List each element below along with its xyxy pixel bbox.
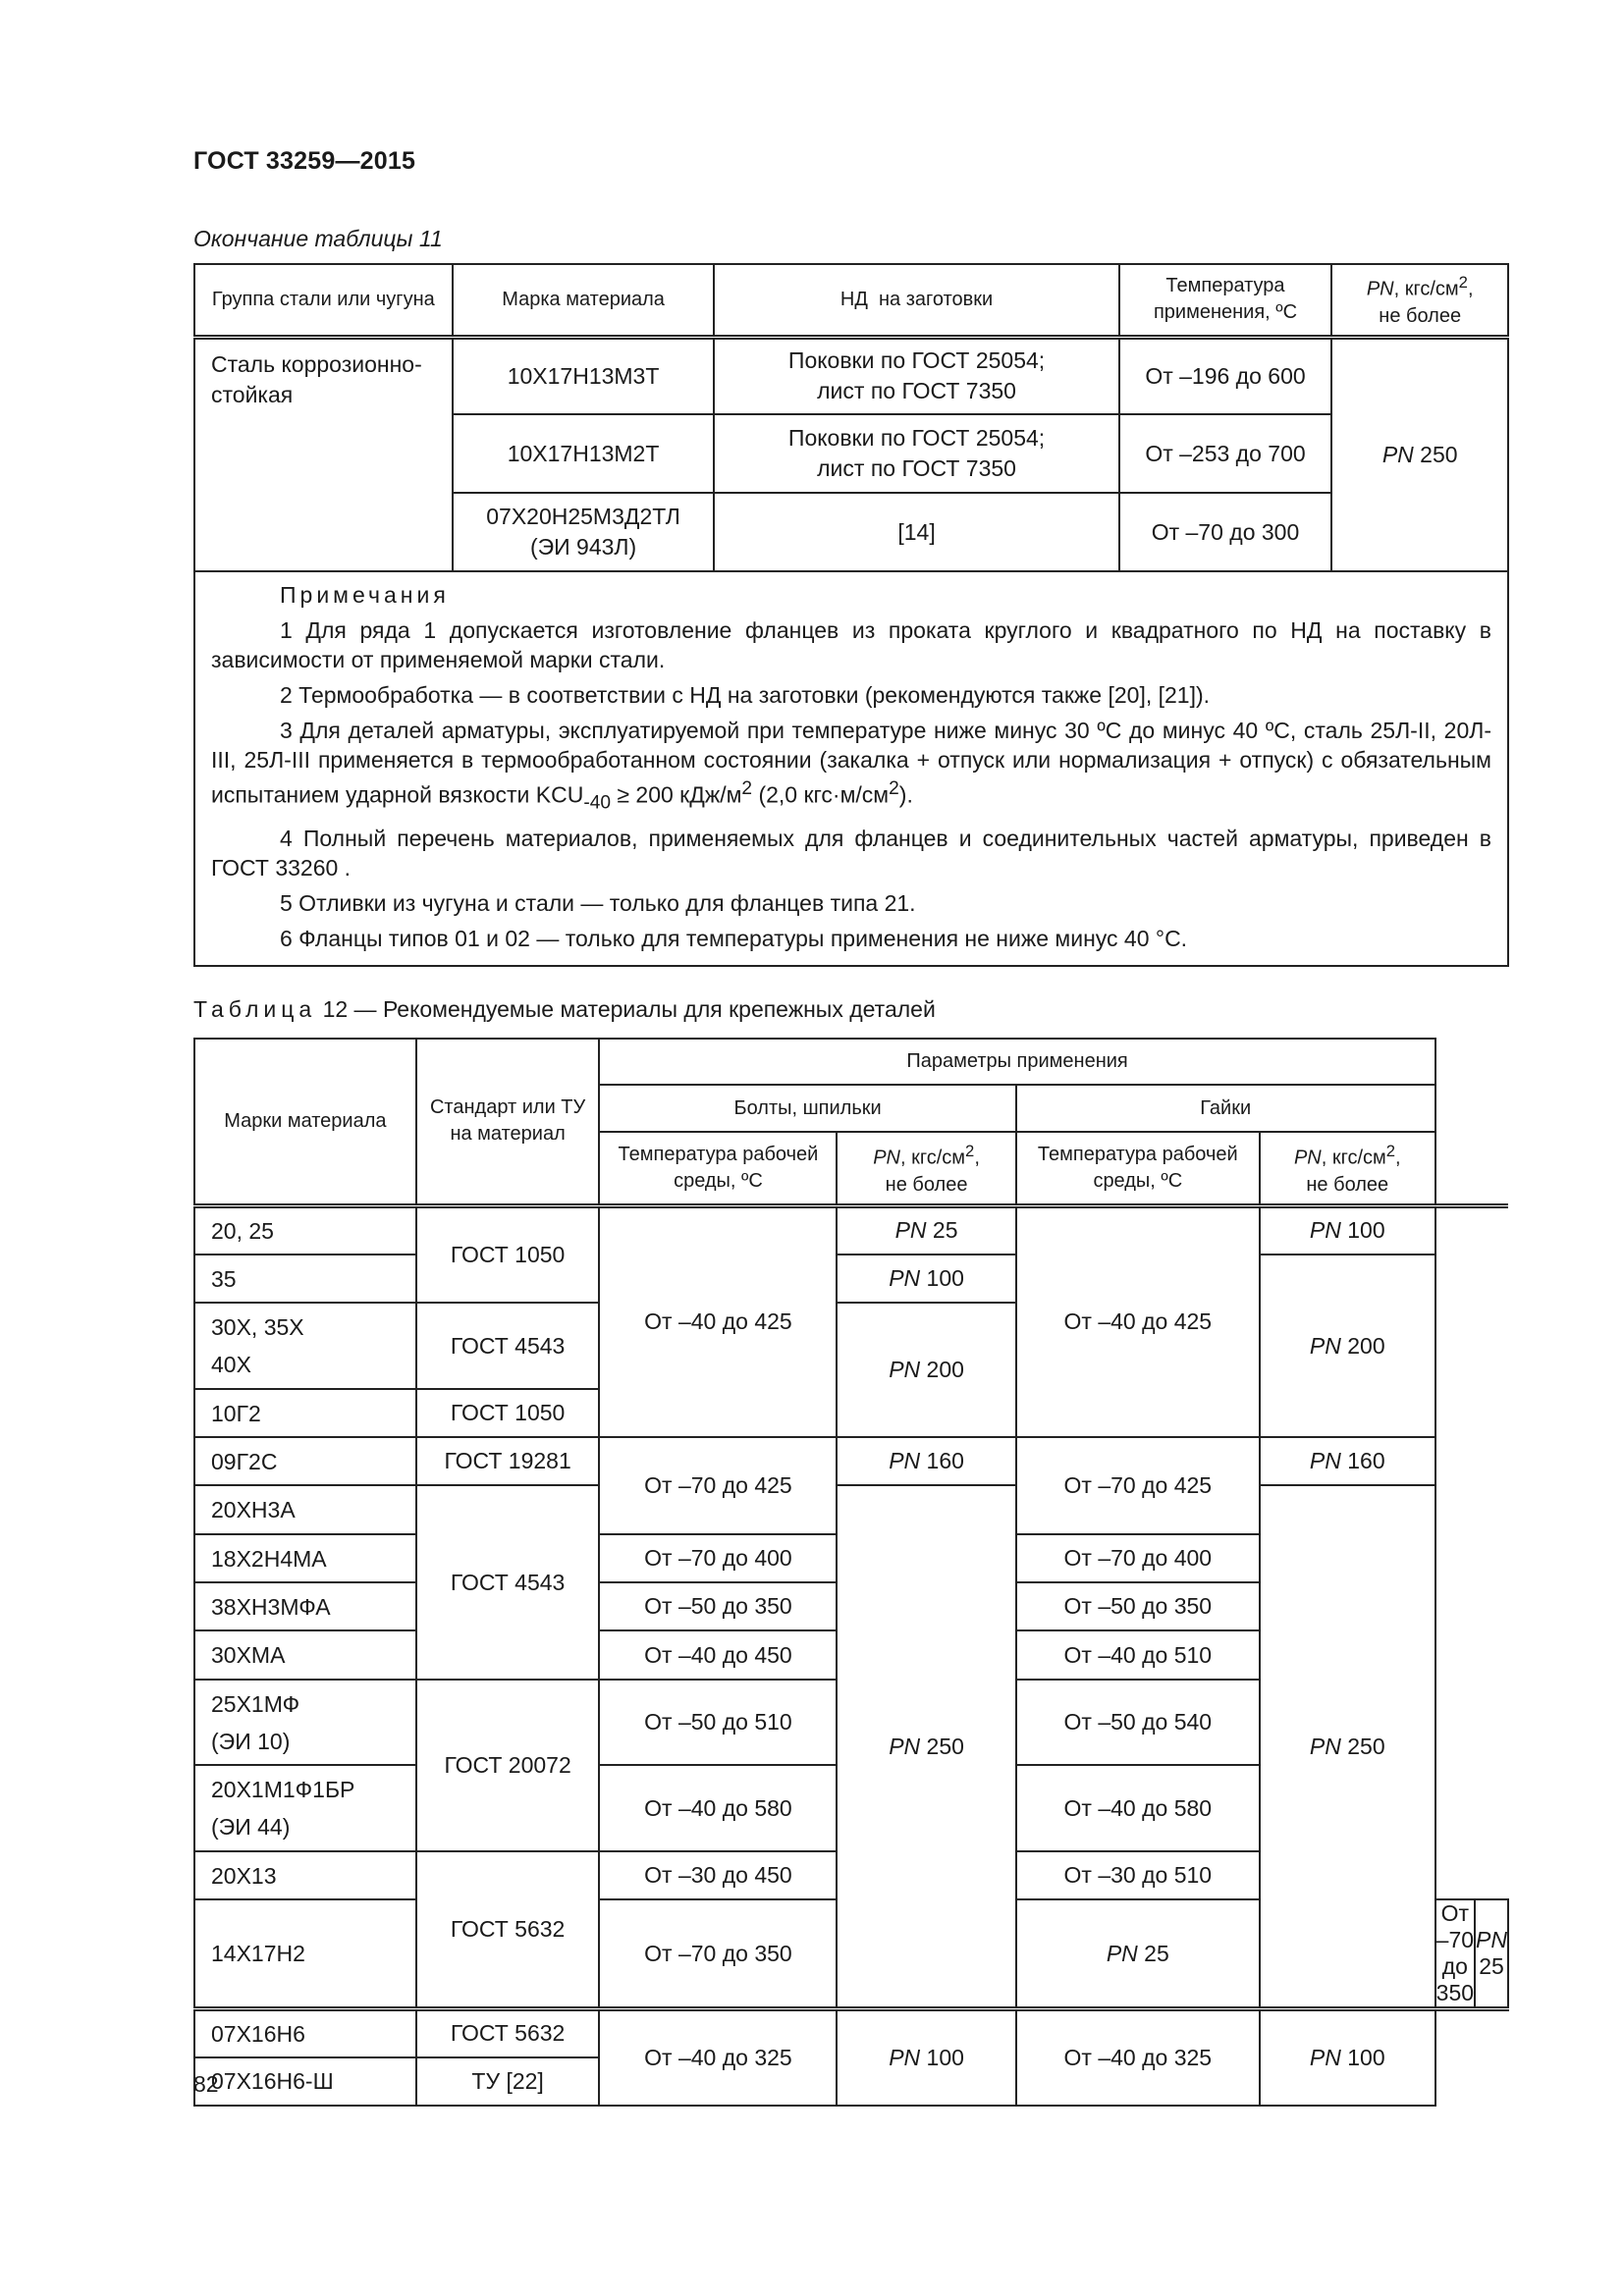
grade-cell: 20Х13 [194,1851,416,1899]
nut-temp-cell: От –70 до 425 [1016,1437,1260,1534]
table-11 [193,263,1509,967]
nut-temp-cell: От –40 до 510 [1016,1630,1260,1680]
nut-pn-cell: PN 25 [1475,1899,1508,2009]
header-nut-temp: Температура рабочей среды, ºС [1016,1132,1260,1205]
grade-cell: 07Х16Н6 [194,2009,416,2057]
bolt-pn-cell: PN 100 [837,1255,1015,1303]
bolt-pn-cell: PN 25 [837,1205,1015,1255]
notes-title: Примечания [280,582,450,608]
bolt-temp-cell: От –40 до 580 [599,1765,837,1851]
header-grades: Марки материала [194,1039,416,1205]
nd-cell: Поковки по ГОСТ 25054; лист по ГОСТ 7350 [714,337,1118,414]
bolt-temp-cell: От –70 до 400 [599,1534,837,1582]
standard-cell: ГОСТ 5632 [416,1851,600,2009]
header-nuts: Гайки [1016,1085,1435,1132]
grade-cell: 07Х16Н6-Ш [194,2057,416,2106]
table-row [194,1437,1508,1485]
grade-cell: 25Х1МФ (ЭИ 10) [194,1680,416,1765]
standard-cell: ТУ [22] [416,2057,600,2106]
nut-temp-cell: От –40 до 425 [1016,1205,1260,1437]
standard-cell: ГОСТ 5632 [416,2009,600,2057]
grade-cell: 07Х20Н25М3Д2ТЛ (ЭИ 943Л) [453,493,715,571]
nut-pn-cell: PN 100 [1260,2009,1435,2106]
bolt-temp-cell: От –40 до 325 [599,2009,837,2106]
note-2: 2 Термообработка — в соответствии с НД на заготовки (рекомендуются также [20], [21]). [280,682,1211,708]
grade-cell: 20Х1М1Ф1БР (ЭИ 44) [194,1765,416,1851]
nd-cell: [14] [714,493,1118,571]
grade-cell: 35 [194,1255,416,1303]
header-material-grade: Марка материала [453,264,715,337]
header-pn: PN, кгс/$см^2$, не более [1331,264,1508,337]
bolt-temp-cell: От –50 до 350 [599,1582,837,1630]
nut-temp-cell: От –50 до 350 [1016,1582,1260,1630]
standard-cell: ГОСТ 4543 [416,1485,600,1680]
nut-pn-cell: PN 160 [1260,1437,1435,1485]
table-row [194,1485,1508,1534]
nut-temp-cell: От –30 до 510 [1016,1851,1260,1899]
grade-cell: 10Х17Н13М2Т [453,414,715,493]
notes-row [194,571,1508,966]
grade-cell: 10Г2 [194,1389,416,1437]
header-nut-pn: PN, кгс/$см^2$, не более [1260,1132,1435,1205]
bolt-pn-cell: PN 160 [837,1437,1015,1485]
temp-cell: От –70 до 300 [1119,493,1332,571]
grade-cell: 38ХН3МФА [194,1582,416,1630]
note-5: 5 Отливки из чугуна и стали — только для фланцев типа 21. [280,890,916,917]
table-11-header-row [194,264,1508,337]
nut-temp-cell: От –70 до 350 [1435,1899,1475,2009]
table-row [194,2009,1508,2057]
note-3: 3 Для деталей арматуры, эксплуатируемой при температуре ниже минус 30 ºС до минус 40 ºС, сталь 25Л-II, 20Л-III, 25Л-III применяется в термообработанном состоянии (закалка + отпуск или нормализация + отпуск) с обязательным испытанием ударной вязкости $KCU_{-40} \ge 200$ кДж/$м^2$ (2,0 $кгс\cdot м/см^2$). [211,718,1491,814]
standard-cell: ГОСТ 1050 [416,1205,600,1303]
bolt-pn-cell: PN 25 [1016,1899,1260,2009]
grade-cell: 20ХН3А [194,1485,416,1534]
nut-pn-cell: PN 100 [1260,1205,1435,1255]
nut-temp-cell: От –40 до 580 [1016,1765,1260,1851]
note-4: 4 Полный перечень материалов, применяемых для фланцев и соединительных частей арматуры, приведен в ГОСТ 33260 . [211,826,1491,881]
table-12-caption: Таблица 12 — Рекомендуемые материалы для крепежных деталей [193,996,936,1022]
standard-cell: ГОСТ 4543 [416,1303,600,1389]
standard-cell: ГОСТ 19281 [416,1437,600,1485]
document-header: ГОСТ 33259—2015 [193,147,416,175]
header-standard: Стандарт или ТУ на материал [416,1039,600,1205]
grade-cell: 14Х17Н2 [194,1899,416,2009]
grade-cell: 30ХМА [194,1630,416,1680]
bolt-temp-cell: От –50 до 510 [599,1680,837,1765]
table-row [194,337,1508,414]
nut-temp-cell: От –40 до 325 [1016,2009,1260,2106]
notes-cell [194,571,1508,966]
grade-cell: 09Г2С [194,1437,416,1485]
table-12 [193,1038,1509,2107]
note-1: 1 Для ряда 1 допускается изготовление фланцев из проката круглого и квадратного по НД на поставку в зависимости от применяемой марки стали. [211,617,1491,672]
steel-group-cell: Сталь коррозионно-стойкая [194,337,453,571]
nut-pn-cell: PN 250 [1260,1485,1435,2009]
note-6: 6 Фланцы типов 01 и 02 — только для температуры применения не ниже минус 40 °С. [280,926,1188,952]
temp-cell: От –253 до 700 [1119,414,1332,493]
nut-pn-cell: PN 200 [1260,1255,1435,1437]
header-bolt-temp: Температура рабочей среды, ºС [599,1132,837,1205]
nd-cell: Поковки по ГОСТ 25054; лист по ГОСТ 7350 [714,414,1118,493]
table-row [194,1255,1508,1303]
grade-cell: 10Х17Н13М3Т [453,337,715,414]
temp-cell: От –196 до 600 [1119,337,1332,414]
header-application-temp: Температура применения, ºС [1119,264,1332,337]
page-number: 82 [193,2071,219,2097]
table-11-caption: Окончание таблицы 11 [193,226,443,251]
nut-temp-cell: От –70 до 400 [1016,1534,1260,1582]
table-row [194,1205,1508,1255]
grade-cell: 30Х, 35Х 40Х [194,1303,416,1389]
header-steel-group: Группа стали или чугуна [194,264,453,337]
nut-temp-cell: От –50 до 540 [1016,1680,1260,1765]
grade-cell: 18Х2Н4МА [194,1534,416,1582]
header-nd-blanks: НД на заготовки [714,264,1118,337]
standard-cell: ГОСТ 20072 [416,1680,600,1851]
bolt-temp-cell: От –70 до 350 [599,1899,837,2009]
header-bolt-pn: PN, кгс/$см^2$, не более [837,1132,1015,1205]
header-application-params: Параметры применения [599,1039,1435,1085]
table-12-header-row [194,1039,1508,1085]
grade-cell: 20, 25 [194,1205,416,1255]
bolt-temp-cell: От –70 до 425 [599,1437,837,1534]
bolt-temp-cell: От –40 до 425 [599,1205,837,1437]
bolt-pn-cell: PN 200 [837,1303,1015,1437]
header-bolts: Болты, шпильки [599,1085,1015,1132]
pn-cell: PN 250 [1331,337,1508,571]
standard-cell: ГОСТ 1050 [416,1389,600,1437]
bolt-temp-cell: От –30 до 450 [599,1851,837,1899]
bolt-temp-cell: От –40 до 450 [599,1630,837,1680]
bolt-pn-cell: PN 100 [837,2009,1015,2106]
bolt-pn-cell: PN 250 [837,1485,1015,2009]
